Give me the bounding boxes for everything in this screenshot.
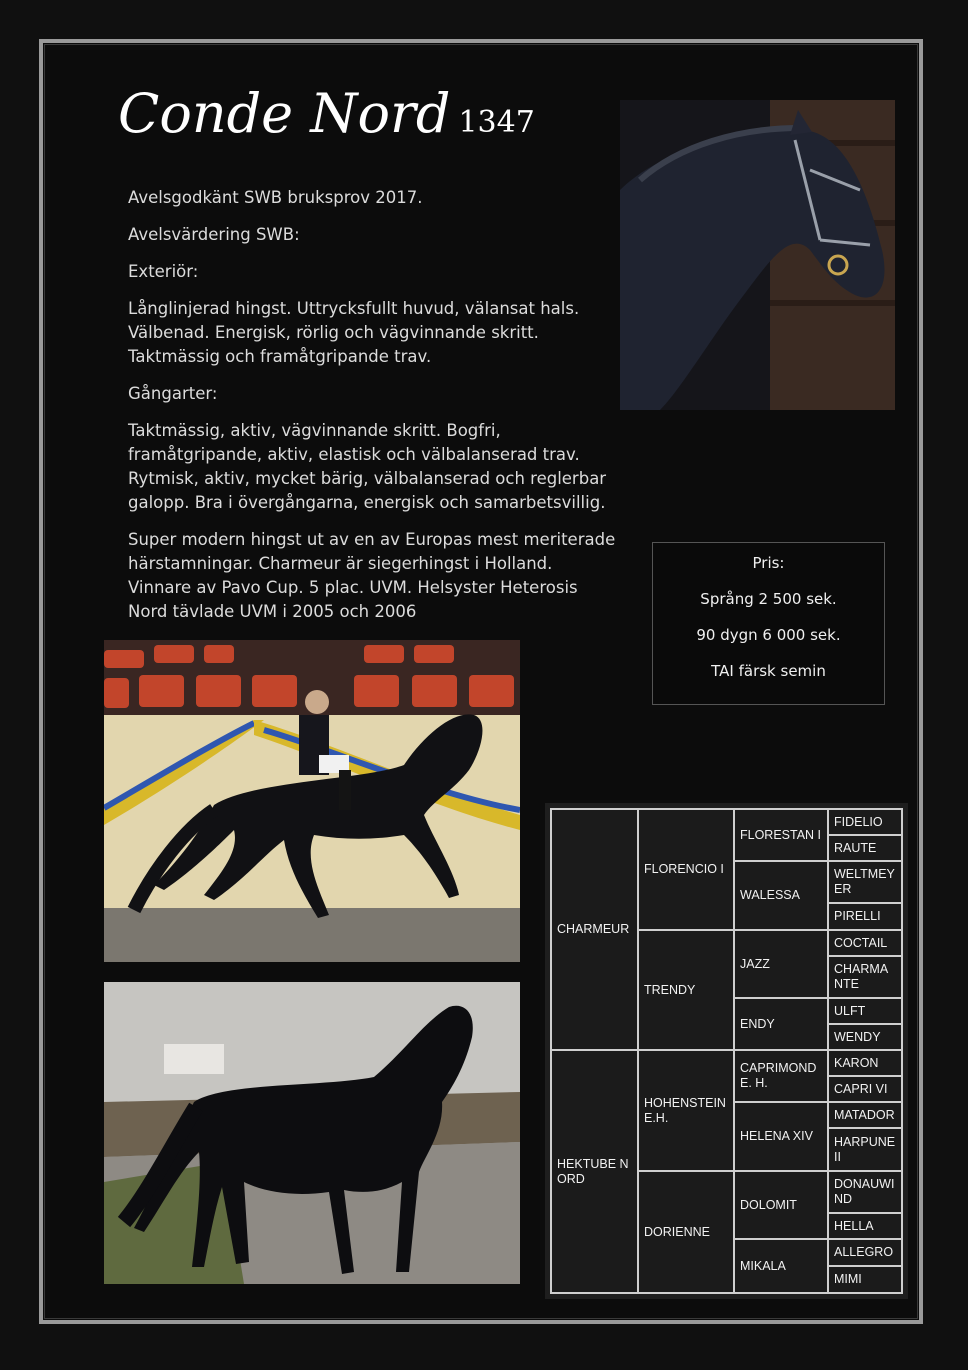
pedigree-gen4: RAUTE xyxy=(828,835,902,861)
pedigree-gen4: ULFT xyxy=(828,998,902,1024)
pedigree-dam: HEKTUBE N ORD xyxy=(551,1050,638,1293)
page-title xyxy=(118,82,535,145)
pedigree-gen4: MIMI xyxy=(828,1266,902,1293)
pedigree-gen4: HELLA xyxy=(828,1213,902,1239)
gaits-text: Taktmässig, aktiv, vägvinnande skritt. Bogfri, framåtgripande, aktiv, elastisk och välbalanserad trav. Rytmisk, aktiv, mycket bärig, välbalanserad och reglerbar galopp. Bra i övergångarna, energisk och samarbetsvillig. xyxy=(128,421,607,512)
pedigree-gen4: MATADOR xyxy=(828,1102,902,1128)
pedigree-gen4: DONAUWI ND xyxy=(828,1171,902,1213)
pedigree-gen4: CAPRI VI xyxy=(828,1076,902,1102)
price-line: Språng 2 500 sek. xyxy=(700,590,837,608)
horse-head-photo xyxy=(620,100,895,410)
pedigree-gen4: WELTMEY ER xyxy=(828,861,902,903)
pedigree-gen2: FLORENCIO I xyxy=(638,809,734,930)
pedigree-gen3: DOLOMIT xyxy=(734,1171,828,1239)
dressage-photo xyxy=(104,640,520,962)
pedigree-gen4: KARON xyxy=(828,1050,902,1076)
price-line: 90 dygn 6 000 sek. xyxy=(696,626,841,644)
lineage-text: Super modern hingst ut av en av Europas mest meriterade härstamningar. Charmeur är siegerhingst i Holland. Vinnare av Pavo Cup. 5 plac. UVM. Helsyster Heterosis Nord tävlade UVM i 2005 och 2006 xyxy=(128,530,616,621)
approval-text: Avelsgodkänt SWB bruksprov 2017. xyxy=(128,188,423,207)
pedigree-gen4: ALLEGRO xyxy=(828,1239,902,1266)
pedigree-grid xyxy=(550,808,903,1294)
pedigree-gen3: MIKALA xyxy=(734,1239,828,1293)
pedigree-gen2: TRENDY xyxy=(638,930,734,1050)
description xyxy=(128,186,618,637)
evaluation-heading: Avelsvärdering SWB: xyxy=(128,225,300,244)
pedigree-gen4: PIRELLI xyxy=(828,903,902,930)
gaits-heading: Gångarter: xyxy=(128,384,218,403)
pedigree-gen4: HARPUNE II xyxy=(828,1128,902,1171)
horse-number: 1347 xyxy=(458,105,535,140)
pedigree-gen4: COCTAIL xyxy=(828,930,902,956)
pedigree-gen4: WENDY xyxy=(828,1024,902,1050)
price-label: Pris: xyxy=(752,554,785,572)
pedigree-table xyxy=(545,803,908,1299)
pedigree-gen4: FIDELIO xyxy=(828,809,902,835)
horse-name: Conde Nord xyxy=(118,82,451,145)
price-line: TAI färsk semin xyxy=(711,662,826,680)
pedigree-gen4: CHARMA NTE xyxy=(828,956,902,998)
pedigree-gen3: CAPRIMOND E. H. xyxy=(734,1050,828,1102)
pedigree-gen2: HOHENSTEIN E.H. xyxy=(638,1050,734,1171)
exterior-heading: Exteriör: xyxy=(128,262,199,281)
pedigree-sire: CHARMEUR xyxy=(551,809,638,1050)
pedigree-gen3: HELENA XIV xyxy=(734,1102,828,1171)
pedigree-gen3: WALESSA xyxy=(734,861,828,930)
standing-photo xyxy=(104,982,520,1284)
pedigree-gen3: ENDY xyxy=(734,998,828,1050)
exterior-text: Långlinjerad hingst. Uttrycksfullt huvud, välansat hals. Välbenad. Energisk, rörlig och vägvinnande skritt. Taktmässig och framåtgripande trav. xyxy=(128,299,580,366)
price-box xyxy=(652,542,885,705)
pedigree-gen3: FLORESTAN I xyxy=(734,809,828,861)
pedigree-gen2: DORIENNE xyxy=(638,1171,734,1293)
pedigree-gen3: JAZZ xyxy=(734,930,828,998)
